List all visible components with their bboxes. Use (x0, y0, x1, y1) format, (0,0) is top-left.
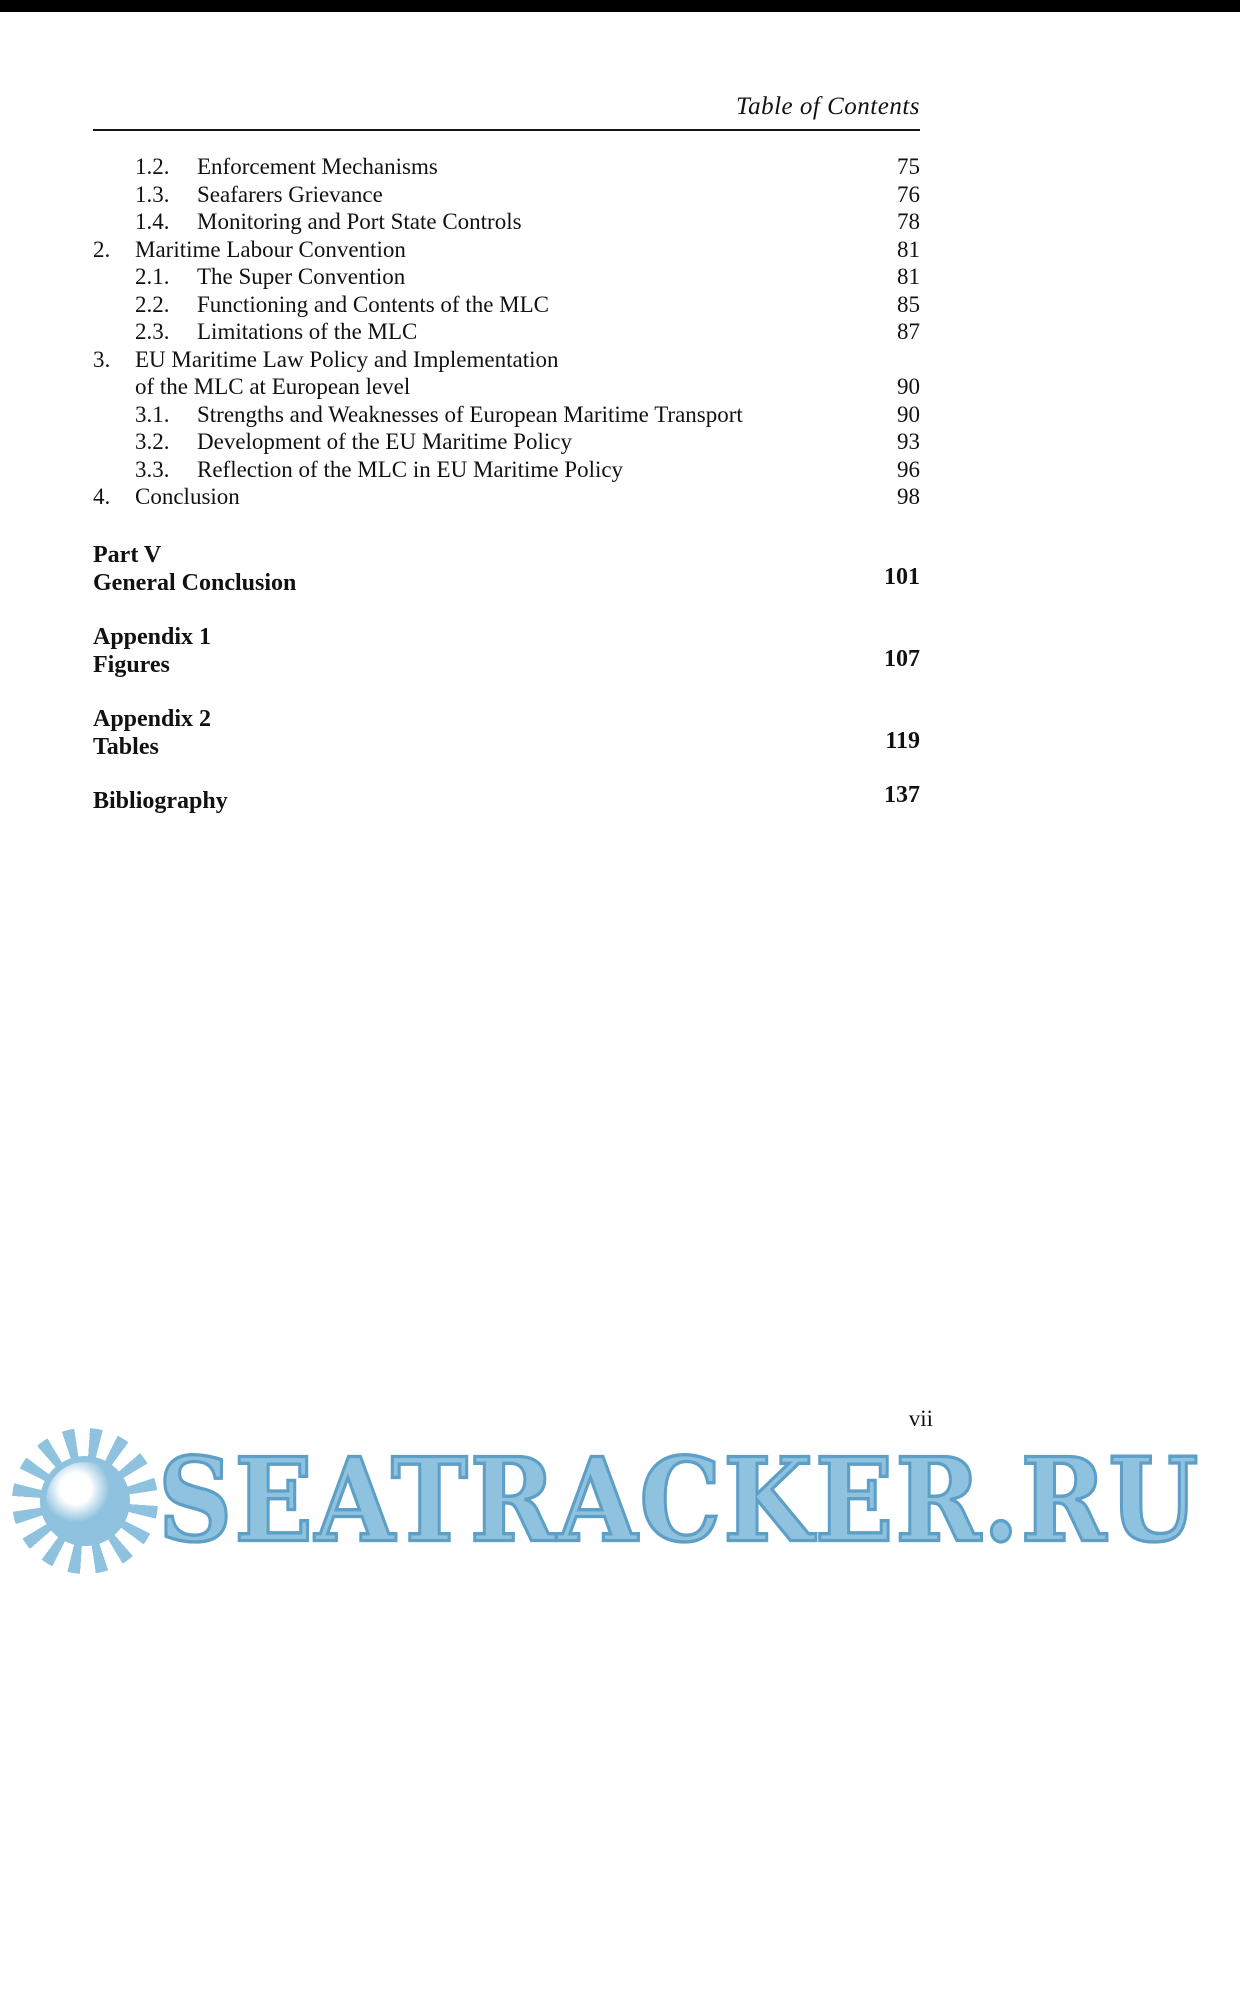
toc-entry (93, 318, 920, 346)
entry-number: 3.2. (135, 429, 170, 454)
entry-label: Reflection of the MLC in EU Maritime Policy (197, 456, 624, 482)
entry-label: EU Maritime Law Policy and Implementation (135, 346, 559, 372)
entry-label: Seafarers Grievance (197, 181, 383, 207)
toc-entry (93, 483, 920, 511)
entry-label: Limitations of the MLC (197, 319, 418, 344)
toc-entry (93, 153, 920, 181)
toc-entry (93, 208, 920, 236)
entry-page: 90 (897, 374, 920, 399)
entry-number: 4. (93, 484, 111, 509)
entry-page: 81 (897, 236, 920, 262)
toc-entry (93, 401, 920, 429)
entry-page: 87 (897, 319, 920, 344)
section-page: 137 (884, 781, 920, 808)
entry-number: 2.3. (135, 319, 170, 344)
toc-entry (93, 456, 920, 484)
entry-page: 76 (897, 181, 920, 207)
toc-entry (93, 428, 920, 456)
section-line2: Figures (93, 651, 170, 678)
entry-number: 2. (93, 236, 111, 262)
section-line1: Appendix 1 (93, 623, 212, 650)
toc-entry-continuation (93, 373, 920, 401)
toc-entry (93, 291, 920, 319)
entry-number: 3. (93, 346, 111, 372)
entry-label: Conclusion (135, 484, 240, 509)
entry-page: 81 (897, 264, 920, 289)
entry-label: Monitoring and Port State Controls (197, 209, 522, 234)
table-of-contents (93, 153, 920, 511)
section-line1: Bibliography (93, 787, 228, 814)
section-line1: Appendix 2 (93, 705, 212, 732)
section-heading (93, 541, 920, 597)
back-matter-sections (93, 541, 920, 815)
toc-entry (93, 263, 920, 291)
section-page: 119 (885, 727, 920, 754)
entry-page: 85 (897, 291, 920, 317)
section-heading (93, 705, 920, 761)
toc-entry (93, 346, 920, 374)
header-divider (93, 129, 920, 131)
entry-number: 2.2. (135, 291, 170, 317)
toc-entry (93, 181, 920, 209)
section-line2: General Conclusion (93, 569, 297, 596)
entry-label: The Super Convention (197, 264, 406, 289)
page-number: vii (908, 1406, 933, 1431)
entry-page: 75 (897, 154, 920, 179)
watermark-text: SEATRACKER.RU (158, 1432, 1201, 1569)
entry-number: 1.4. (135, 209, 170, 234)
entry-label: Enforcement Mechanisms (197, 154, 438, 179)
watermark (12, 1428, 1234, 1573)
section-heading (93, 623, 920, 679)
entry-label: Functioning and Contents of the MLC (197, 291, 550, 317)
entry-page: 96 (897, 456, 920, 482)
entry-number: 2.1. (135, 264, 170, 289)
section-page: 101 (884, 563, 920, 590)
entry-number: 3.3. (135, 456, 170, 482)
section-line1: Part V (93, 541, 162, 568)
entry-label: of the MLC at European level (135, 374, 411, 399)
entry-number: 1.3. (135, 181, 170, 207)
toc-entry (93, 236, 920, 264)
page-title: Table of Contents (736, 93, 920, 120)
entry-page: 78 (897, 209, 920, 234)
entry-number: 3.1. (135, 401, 170, 427)
entry-label: Maritime Labour Convention (135, 236, 406, 262)
section-heading (93, 781, 920, 815)
sun-icon (12, 1428, 158, 1574)
entry-page: 90 (897, 401, 920, 427)
page-content (93, 0, 920, 815)
entry-number: 1.2. (135, 154, 170, 179)
entry-label: Strengths and Weaknesses of European Maritime Transport (197, 401, 743, 427)
entry-page: 98 (897, 484, 920, 509)
section-page: 107 (884, 645, 920, 672)
entry-page: 93 (897, 429, 920, 454)
entry-label: Development of the EU Maritime Policy (197, 429, 572, 454)
section-line2: Tables (93, 733, 159, 760)
